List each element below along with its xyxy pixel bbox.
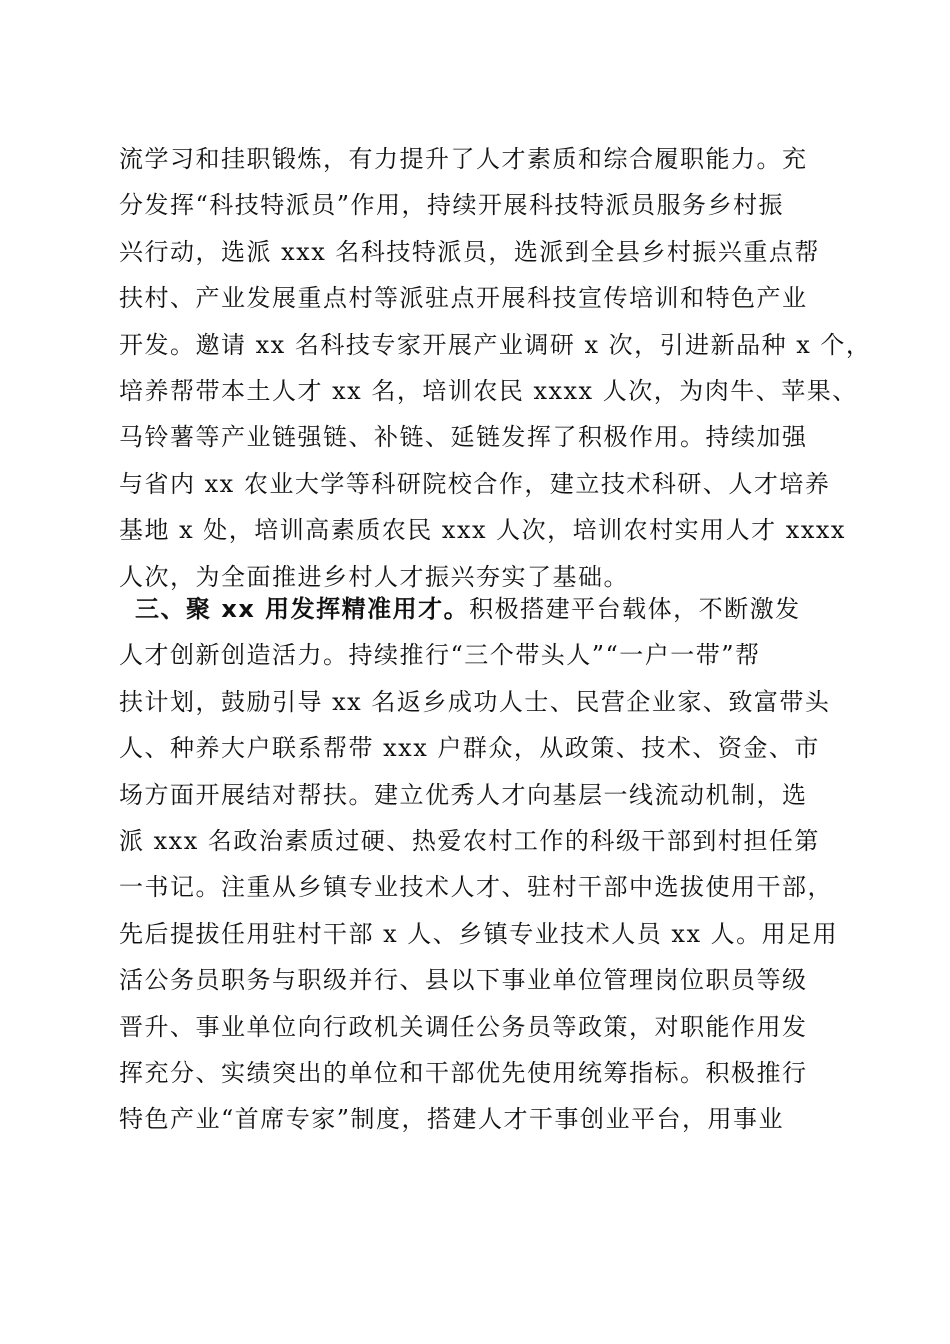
paragraph-first-line <box>119 586 839 632</box>
paragraph-line: 一书记。注重从乡镇专业技术人才、驻村干部中选拔使用干部， <box>119 873 833 902</box>
paragraph-line: 与省内 xx 农业大学等科研院校合作，建立技术科研、人才培养 <box>119 469 831 498</box>
paragraph-line: 派 xxx 名政治素质过硬、热爱农村工作的科级干部到村担任第 <box>119 826 820 855</box>
paragraph-line: 扶村、产业发展重点村等派驻点开展科技宣传培训和特色产业 <box>119 284 808 313</box>
section-heading: 三、聚 xx 用发挥精准用才。 <box>135 595 470 623</box>
paragraph-line: 特色产业“首席专家”制度，搭建人才干事创业平台，用事业 <box>119 1105 785 1134</box>
paragraph-line: 开发。邀请 xx 名科技专家开展产业调研 x 次，引进新品种 x 个， <box>119 330 872 359</box>
paragraph-line: 流学习和挂职锻炼，有力提升了人才素质和综合履职能力。充 <box>119 145 808 173</box>
paragraph-line: 先后提拔任用驻村干部 x 人、乡镇专业技术人员 xx 人。用足用 <box>119 919 839 948</box>
paragraph-line: 扶计划，鼓励引导 xx 名返乡成功人士、民营企业家、致富带头 <box>119 687 831 716</box>
paragraph-section-three <box>119 586 839 1143</box>
paragraph-talent-training <box>119 136 872 600</box>
paragraph-line: 培养帮带本土人才 xx 名，培训农民 xxxx 人次，为肉牛、苹果、 <box>119 376 858 405</box>
paragraph-line: 人才创新创造活力。持续推行“三个带头人”“一户一带”帮 <box>119 641 761 670</box>
paragraph-line-rest: 积极搭建平台载体，不断激发 <box>469 595 801 623</box>
paragraph-line: 活公务员职务与职级并行、县以下事业单位管理岗位职员等级 <box>119 966 808 995</box>
paragraph-line: 马铃薯等产业链强链、补链、延链发挥了积极作用。持续加强 <box>119 423 808 452</box>
paragraph-line: 分发挥“科技特派员”作用，持续开展科技特派员服务乡村振 <box>119 191 785 220</box>
paragraph-line: 兴行动，选派 xxx 名科技特派员，选派到全县乡村振兴重点帮 <box>119 237 820 266</box>
paragraph-line: 晋升、事业单位向行政机关调任公务员等政策，对职能作用发 <box>119 1012 808 1041</box>
paragraph-line: 场方面开展结对帮扶。建立优秀人才向基层一线流动机制，选 <box>119 780 808 809</box>
paragraph-line: 挥充分、实绩突出的单位和干部优先使用统筹指标。积极推行 <box>119 1058 808 1087</box>
paragraph-line: 人、种养大户联系帮带 xxx 户群众，从政策、技术、资金、市 <box>119 734 820 763</box>
paragraph-line: 人次，为全面推进乡村人才振兴夯实了基础。 <box>119 562 629 591</box>
paragraph-line: 基地 x 处，培训高素质农民 xxx 人次，培训农村实用人才 xxxx <box>119 516 846 545</box>
